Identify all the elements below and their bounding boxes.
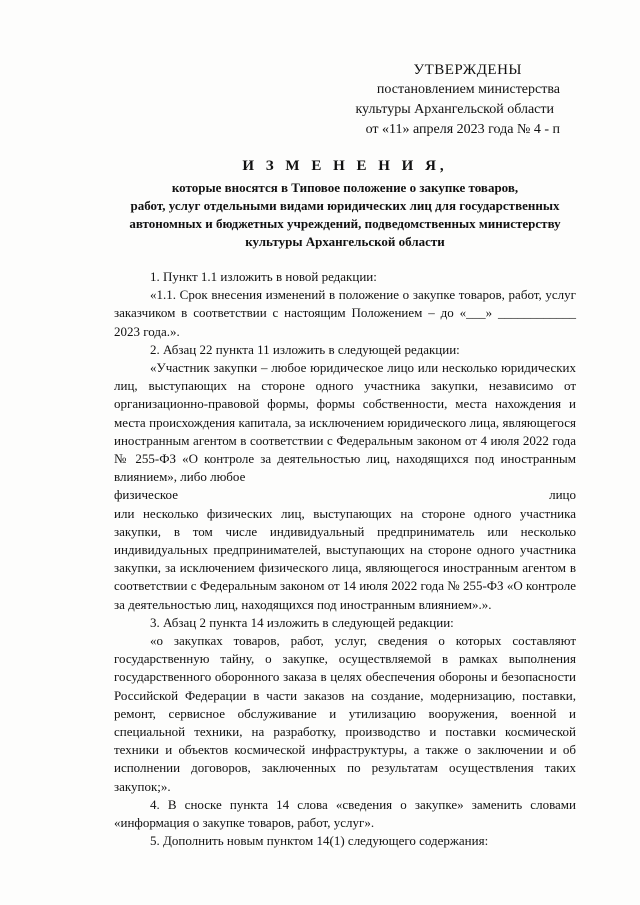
document-title: И З М Е Н Е Н И Я, <box>242 158 448 174</box>
heading-line: автономных и бюджетных учреждений, подведомственных министерству <box>129 216 561 231</box>
heading-line: культуры Архангельской области <box>245 234 445 249</box>
item-2-quote-cont: или несколько физических лиц, выступающих на стороне одного участника закупки, в том числе индивидуальный предприниматель или несколько индивидуальных предпринимателей, выступающих на стороне одного участника закупки, за исключением физического лица, являющегося иностранным агентом в соответствии с Федеральным законом от 14 июля 2022 года № 255-ФЗ «О контроле за деятельностью лиц, находящихся под иностранным влиянием».». <box>114 505 576 612</box>
word: физическое <box>114 487 178 503</box>
item-2-quote: «Участник закупки – любое юридическое лицо или несколько юридических лиц, выступающих на стороне одного участника закупки, независимо от организационно-правовой формы, формы собственности, места нахождения и места происхождения капитала, за исключением юридического лица, являющегося иностранным агентом в соответствии с Федеральным законом от 4 июля 2022 года № 255-ФЗ «О контроле за деятельностью лиц, находящихся под иностранным влиянием», либо любое <box>114 360 576 485</box>
approval-line: культуры Архангельской области <box>355 102 554 117</box>
item-5: 5. Дополнить новым пунктом 14(1) следующего содержания: <box>150 833 489 849</box>
document-heading <box>100 158 590 251</box>
approval-title: УТВЕРЖДЕНЫ <box>413 62 522 78</box>
approval-line: от «11» апреля 2023 года № 4 - п <box>365 122 560 137</box>
approval-line: постановлением министерства <box>376 82 560 97</box>
item-4: 4. В сноске пункта 14 слова «сведения о закупке» заменить словами «информация о закупке товаров, работ, услуг». <box>114 796 576 831</box>
item-1-quote: «1.1. Срок внесения изменений в положение о закупке товаров, работ, услуг заказчиком в соответствии с настоящим Положением – до «___» ____________ 2023 года.». <box>114 287 576 339</box>
item-2-broken-line <box>114 486 576 504</box>
item-3-quote: «о закупках товаров, работ, услуг, сведения о которых составляют государственную тайну, о закупке, осуществляемой в рамках выполнения государственного оборонного заказа в целях обеспечения обороны и безопасности Российской Федерации в части заказов на создание, модернизацию, поставки, ремонт, сервисное обслуживание и утилизацию вооружения, военной и специальной техники, на разработку, производство и поставки космической техники и объектов космической инфраструктуры, а также о заключении и об исполнении договоров, заключенных по результатам осуществления таких закупок;». <box>114 633 576 794</box>
heading-line: которые вносятся в Типовое положение о закупке товаров, <box>171 180 519 195</box>
word: лицо <box>549 487 576 503</box>
item-3: 3. Абзац 2 пункта 14 изложить в следующей редакции: <box>150 614 454 630</box>
document-body <box>114 268 576 851</box>
approval-stamp <box>355 60 560 140</box>
item-2: 2. Абзац 22 пункта 11 изложить в следующей редакции: <box>150 341 460 357</box>
heading-line: работ, услуг отдельными видами юридических лиц для государственных <box>130 198 560 213</box>
item-1: 1. Пункт 1.1 изложить в новой редакции: <box>150 269 377 284</box>
